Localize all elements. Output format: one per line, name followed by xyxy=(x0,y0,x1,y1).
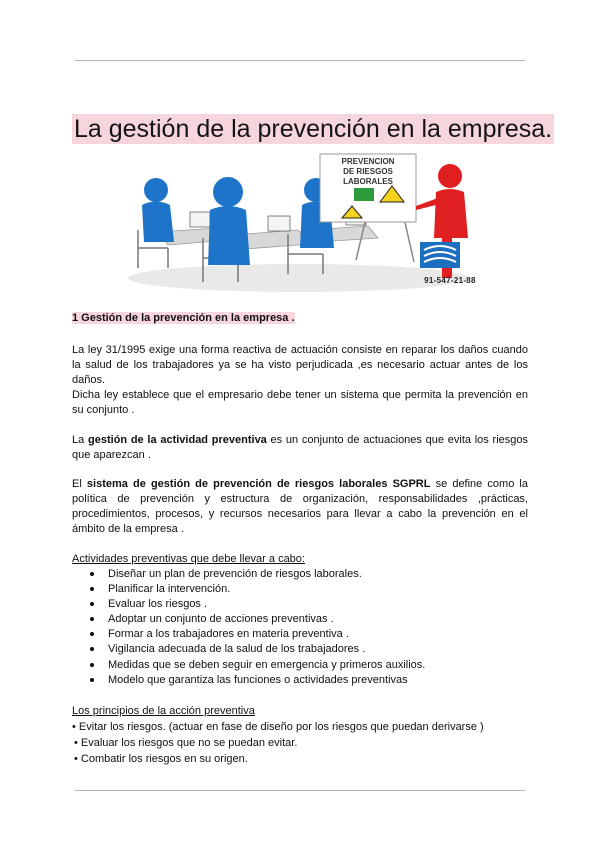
phone-number: 91-547-21-88 xyxy=(424,276,476,285)
paragraph-activity-post: es un conjunto de actuaciones que evita los riesgos que aparezcan . xyxy=(72,434,529,461)
list-item: Formar a los trabajadores en materia preventiva . xyxy=(72,627,528,642)
paragraph-sgprl-pre: El xyxy=(72,478,87,490)
paragraph-sgprl-bold: sistema de gestión de prevención de riesgos laborales SGPRL xyxy=(86,478,431,490)
principles-title: Los principios de la acción preventiva xyxy=(72,705,255,717)
list-item: Vigilancia adecuada de la salud de los trabajadores . xyxy=(72,642,528,657)
sign-text-1: PREVENCION xyxy=(341,157,395,166)
paragraph-sgprl xyxy=(72,477,528,537)
paragraph-law-text: La ley 31/1995 exige una forma reactiva de actuación consiste en reparar los daños cuando la salud de los trabajadores ya se ha visto perjudicada ,es necesario actuar antes de los daños. xyxy=(72,344,528,386)
top-divider xyxy=(75,60,525,61)
activities-list xyxy=(72,567,528,688)
prevention-illustration xyxy=(128,150,488,294)
paragraph-activity-bold: gestión de la actividad preventiva xyxy=(87,434,267,446)
bottom-divider xyxy=(75,790,525,791)
principle-item: • Evaluar los riesgos que no se puedan evitar. xyxy=(74,737,298,749)
paragraph-law-text-2: Dicha ley establece que el empresario debe tener un sistema que permita la prevención en su conjunto . xyxy=(72,389,528,416)
sign-text-3: LABORALES xyxy=(343,177,393,186)
section-heading xyxy=(72,311,528,326)
paragraph-activity-pre: La xyxy=(72,434,88,446)
list-item: Planificar la intervención. xyxy=(72,582,528,597)
list-item: Evaluar los riesgos . xyxy=(72,597,528,612)
list-item: Diseñar un plan de prevención de riesgos laborales. xyxy=(72,567,528,582)
list-item: Medidas que se deben seguir en emergencia y primeros auxilios. xyxy=(72,658,528,673)
activities-title: Actividades preventivas que debe llevar a cabo: xyxy=(72,553,305,565)
principle-item: • Evitar los riesgos. (actuar en fase de diseño por los riesgos que puedan derivarse ) xyxy=(72,721,484,733)
page-title: La gestión de la prevención en la empresa. xyxy=(74,115,553,143)
list-item: Modelo que garantiza las funciones o actividades preventivas xyxy=(72,673,528,688)
sign-text-2: DE RIESGOS xyxy=(343,167,393,176)
paragraph-sgprl-post: se define como la política de prevención y estructura de organización, responsabilidades ,prácticas, procedimientos, procesos, y recursos necesarios para llevar a cabo la prevención en el ámbito de la empresa . xyxy=(72,478,528,535)
company-logo-icon xyxy=(420,242,460,268)
principle-item: • Combatir los riesgos en su origen. xyxy=(74,753,248,765)
paragraph-activity xyxy=(72,433,528,463)
principles-list xyxy=(72,719,528,767)
section-heading-text: 1 Gestión de la prevención en la empresa . xyxy=(72,312,295,324)
paragraph-law xyxy=(72,343,528,418)
list-item: Adoptar un conjunto de acciones preventivas . xyxy=(72,612,528,627)
